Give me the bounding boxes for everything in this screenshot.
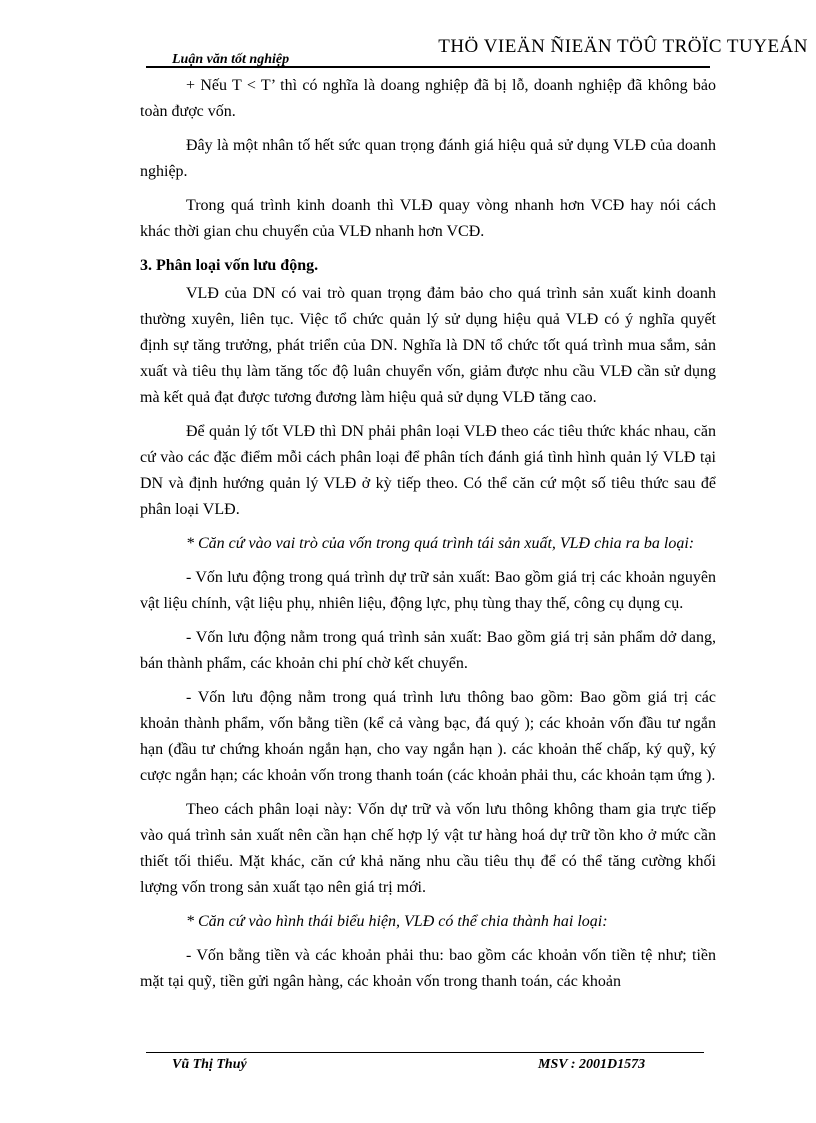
paragraph: Để quản lý tốt VLĐ thì DN phải phân loại VLĐ theo các tiêu thức khác nhau, căn cứ vào các đặc điểm mỗi cách phân loại để phân tích đánh giá tình hình quản lý VLĐ tại DN và định hướng quản lý VLĐ ở kỳ tiếp theo. Có thể căn cứ một số tiêu thức sau để phân loại VLĐ.: [140, 423, 716, 518]
paragraph: Theo cách phân loại này: Vốn dự trữ và vốn lưu thông không tham gia trực tiếp vào quá trình sản xuất nên cần hạn chế hợp lý vật tư hàng hoá dự trữ tồn kho ở mức cần thiết tối thiểu. Mặt khác, căn cứ khả năng nhu cầu tiêu thụ để có thể tăng cường khối lượng vốn trong sản xuất tạo nên giá trị mới.: [140, 801, 716, 896]
footer-author: Vũ Thị Thuý: [172, 1057, 247, 1072]
paragraph: Trong quá trình kinh doanh thì VLĐ quay vòng nhanh hơn VCĐ hay nói cách khác thời gian chu chuyển của VLĐ nhanh hơn VCĐ.: [140, 197, 716, 240]
paragraph: - Vốn lưu động nằm trong quá trình lưu thông bao gồm: Bao gồm giá trị các khoản thành phẩm, vốn bằng tiền (kể cả vàng bạc, đá quý ); các khoản vốn đầu tư ngắn hạn (đầu tư chứng khoán ngắn hạn, cho vay ngắn hạn ). các khoản thế chấp, ký quỹ, ký cược ngắn hạn; các khoản vốn trong thanh toán (các khoản phải thu, các khoản tạm ứng ).: [140, 689, 716, 784]
paragraph: VLĐ của DN có vai trò quan trọng đảm bảo cho quá trình sản xuất kinh doanh thường xuyên, liên tục. Việc tổ chức quản lý sử dụng hiệu quả VLĐ có ý nghĩa quyết định sự tăng trưởng, phát triển của DN. Nghĩa là DN tổ chức tốt quá trình mua sắm, sản xuất và tiêu thụ làm tăng tốc độ luân chuyển vốn, giảm được nhu cầu VLĐ cần sử dụng mà kết quả đạt được tương đương làm hiệu quả sử dụng VLĐ tăng cao.: [140, 285, 716, 406]
italic-subheading: * Căn cứ vào hình thái biểu hiện, VLĐ có thể chia thành hai loại:: [186, 913, 608, 930]
footer-student-id: MSV : 2001D1573: [538, 1057, 646, 1072]
italic-subheading: * Căn cứ vào vai trò của vốn trong quá trình tái sản xuất, VLĐ chia ra ba loại:: [186, 535, 695, 552]
header-divider: [146, 66, 710, 68]
paragraph: - Vốn lưu động trong quá trình dự trữ sản xuất: Bao gồm giá trị các khoản nguyên vật liệu chính, vật liệu phụ, nhiên liệu, động lực, phụ tùng thay thế, công cụ dụng cụ.: [140, 569, 716, 612]
paragraph: + Nếu T < T’ thì có nghĩa là doang nghiệp đã bị lỗ, doanh nghiệp đã không bảo toàn được vốn.: [140, 77, 716, 120]
header-left-title: Luận văn tốt nghiệp: [172, 52, 290, 67]
paragraph: Đây là một nhân tố hết sức quan trọng đánh giá hiệu quả sử dụng VLĐ của doanh nghiệp.: [140, 137, 716, 180]
section-heading: 3. Phân loại vốn lưu động.: [140, 257, 319, 274]
footer-divider: [146, 1052, 704, 1053]
page-body: [140, 73, 716, 1003]
header-right-title: THÖ VIEÄN ÑIEÄN TÖÛ TRÖÏC TUYEÁN: [438, 36, 808, 57]
paragraph: - Vốn bằng tiền và các khoản phải thu: bao gồm các khoản vốn tiền tệ như; tiền mặt tại quỹ, tiền gửi ngân hàng, các khoản vốn trong thanh toán, các khoản: [140, 947, 716, 990]
paragraph: - Vốn lưu động nằm trong quá trình sản xuất: Bao gồm giá trị sản phẩm dở dang, bán thành phẩm, các khoản chi phí chờ kết chuyển.: [140, 629, 716, 672]
